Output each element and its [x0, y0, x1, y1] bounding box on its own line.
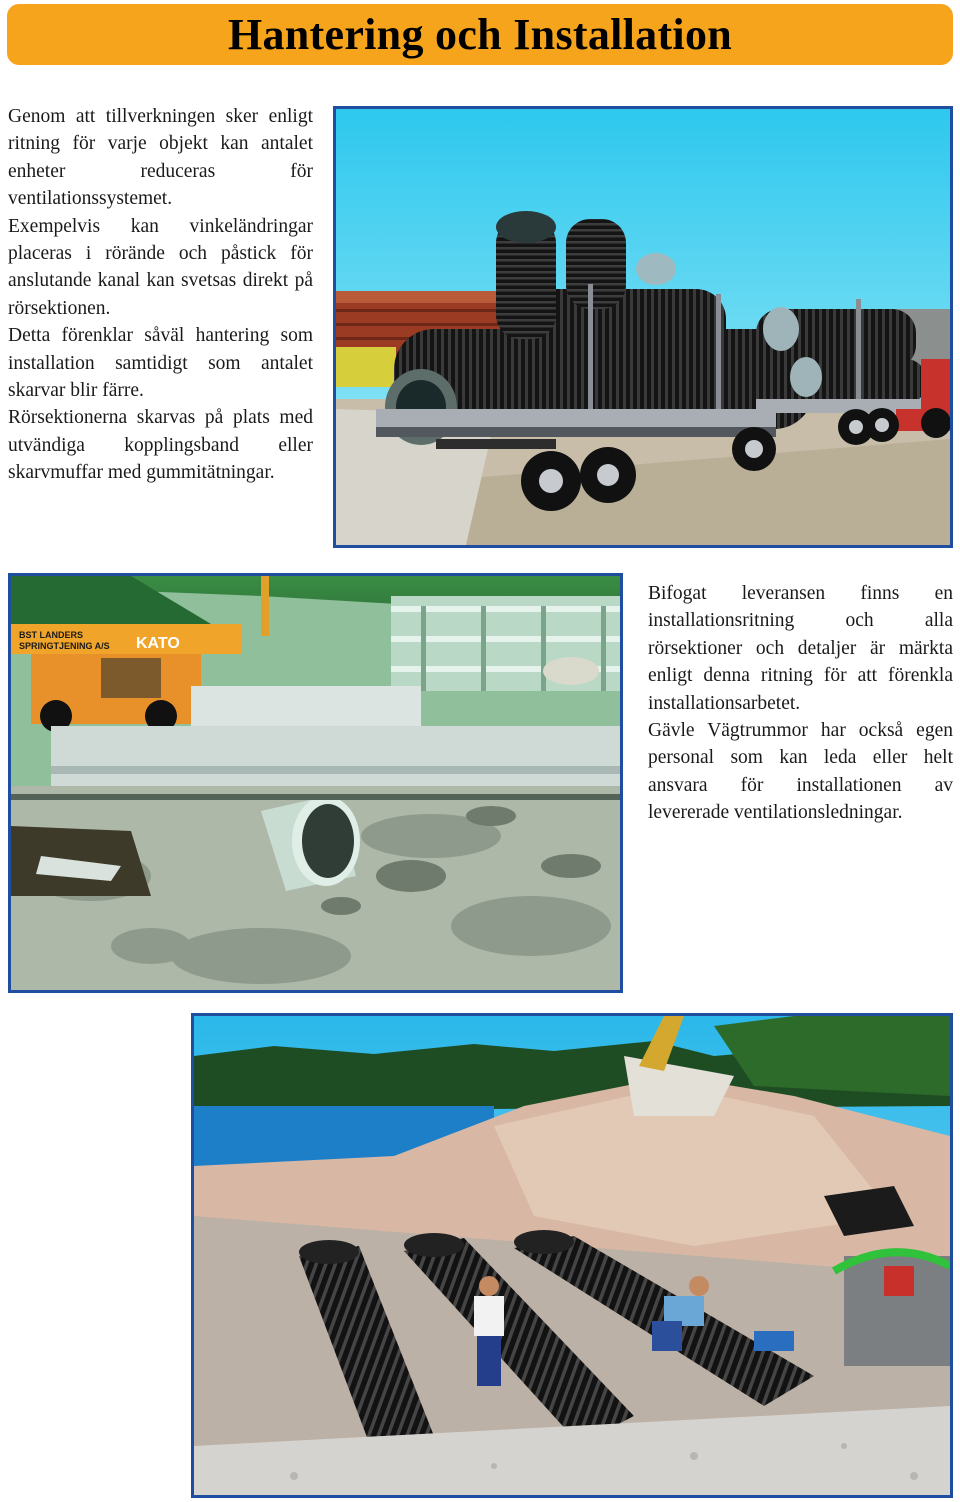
crane-brand: KATO	[136, 635, 180, 652]
paragraph-joints: Rörsektionerna skarvas på plats med utvändiga kopplingsband eller skarvmuffar med gummitätningar.	[8, 407, 313, 484]
truck-pipes-photo	[333, 106, 953, 548]
intro-text-column	[8, 103, 313, 487]
paragraph-installation-drawing: Bifogat leveransen finns en installationsritning och alla rörsektioner och detaljer är märkta enligt denna ritning för att förenkla installationsarbetet.	[648, 583, 953, 714]
pipe-installation-photo	[191, 1013, 953, 1498]
paragraph-simplifies: Detta förenklar såväl hantering som installation samtidigt som antalet skarvar blir färre.	[8, 325, 313, 402]
crane-sign-2: SPRINGTJENING A/S	[19, 641, 110, 651]
construction-site-photo	[8, 573, 623, 993]
crane-sign-1: BST LANDERS	[19, 630, 84, 640]
page-title: Hantering och Installation	[227, 10, 733, 59]
paragraph-own-personnel: Gävle Vägtrummor har också egen personal som kan leda eller helt ansvara för installationen av levererade ventilationsledningar.	[648, 720, 953, 824]
paragraph-manufacturing: Genom att tillverkningen sker enligt ritning för varje objekt kan antalet enheter reduceras för ventilationssystemet.	[8, 106, 313, 210]
paragraph-angle-changes: Exempelvis kan vinkeländringar placeras i rörände och påstick för anslutande kanal kan svetsas direkt på rörsektionen.	[8, 215, 313, 319]
delivery-text-column	[648, 580, 953, 827]
title-banner	[7, 4, 953, 65]
